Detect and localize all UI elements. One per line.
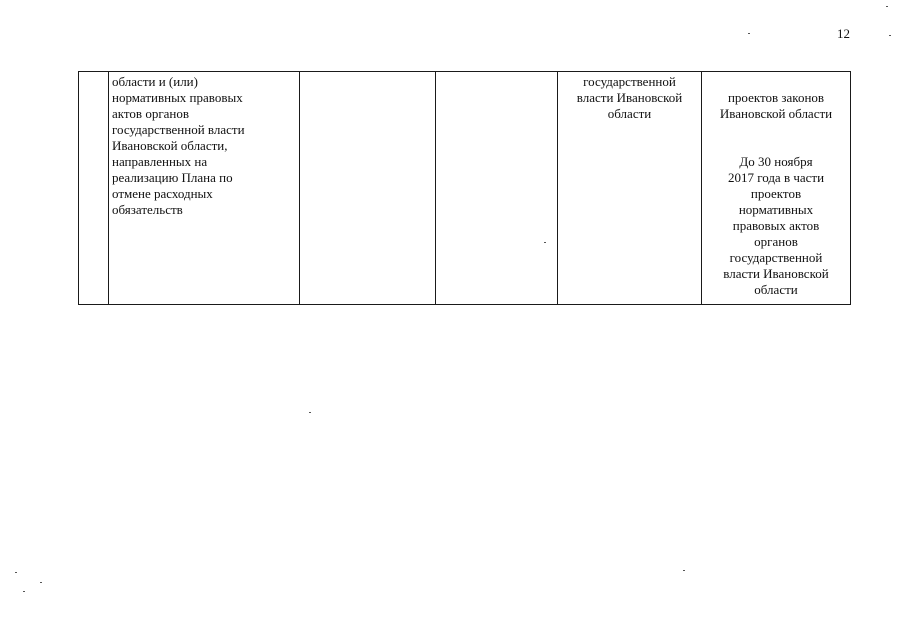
document-table [78,71,851,305]
scan-speck [748,33,750,34]
scan-speck [886,6,888,7]
deadline-laws-text: проектов законов Ивановской области [719,90,833,121]
scan-speck [40,582,42,583]
scan-speck [23,591,25,592]
scan-speck [15,572,17,573]
row-number-cell [79,72,109,305]
scan-speck [309,412,311,413]
page-number: 12 [837,26,850,41]
table-row [79,72,851,305]
scan-speck [544,242,546,243]
scan-speck [889,35,891,36]
empty-cell-column-4 [436,72,558,305]
deadline-cell [702,72,851,305]
measure-description-cell: области и (или) нормативных правовых актов органов государственной власти Ивановской области, направленных на реализацию Плана по отмене расходных обязательств [109,72,300,305]
scan-speck [683,570,685,571]
deadline-acts-text: До 30 ноября 2017 года в части проектов нормативных правовых актов органов государственной власти Ивановской области [723,154,829,297]
empty-cell-column-3 [300,72,436,305]
deadline-gap [705,122,847,154]
responsible-authority-cell: государственной власти Ивановской области [558,72,702,305]
